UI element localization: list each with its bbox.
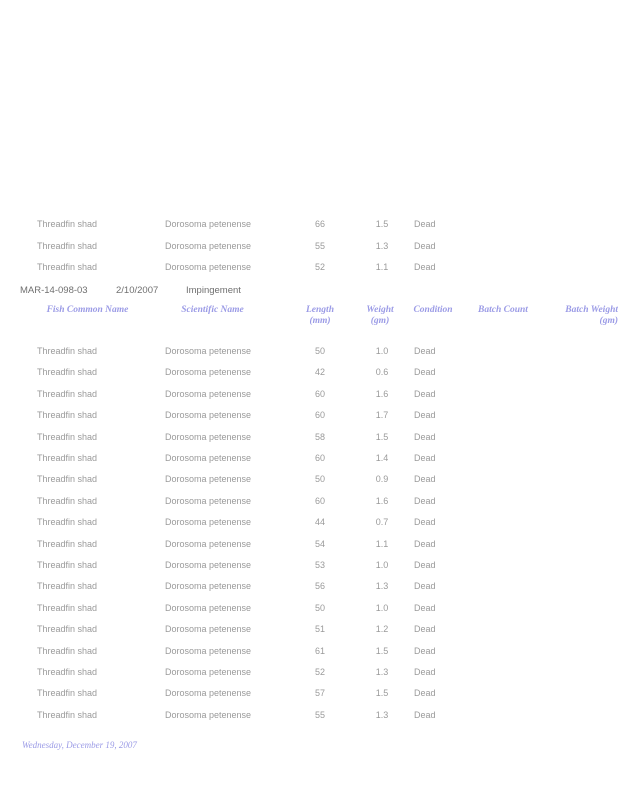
common-name-cell: Threadfin shad bbox=[37, 219, 98, 229]
weight-cell: 1.3 bbox=[375, 581, 389, 592]
condition-cell: Dead bbox=[414, 346, 436, 356]
condition-cell: Dead bbox=[414, 367, 436, 378]
scientific-name-cell: Dorosoma petenense bbox=[165, 474, 252, 485]
table-row bbox=[0, 539, 618, 555]
weight-cell: 1.5 bbox=[375, 688, 389, 699]
header-weight bbox=[362, 305, 398, 327]
weight-cell: 1.1 bbox=[375, 262, 389, 272]
table-row bbox=[0, 453, 618, 469]
scientific-name-cell: Dorosoma petenense bbox=[165, 262, 252, 272]
table-row bbox=[0, 581, 618, 597]
sample-date: 2/10/2007 bbox=[116, 285, 159, 296]
scientific-name-cell: Dorosoma petenense bbox=[165, 388, 252, 399]
condition-cell: Dead bbox=[414, 581, 436, 592]
table-row bbox=[0, 496, 618, 512]
common-name-cell: Threadfin shad bbox=[37, 262, 98, 272]
sample-id: MAR-14-098-03 bbox=[20, 285, 88, 296]
common-name-cell: Threadfin shad bbox=[37, 474, 98, 485]
scientific-name-cell: Dorosoma petenense bbox=[165, 240, 252, 251]
weight-cell: 1.4 bbox=[375, 453, 389, 463]
scientific-name-cell: Dorosoma petenense bbox=[165, 453, 252, 463]
table-row bbox=[0, 517, 618, 533]
scientific-name-cell: Dorosoma petenense bbox=[165, 367, 252, 378]
common-name-cell: Threadfin shad bbox=[37, 538, 98, 549]
length-cell: 57 bbox=[314, 688, 325, 699]
length-cell: 42 bbox=[314, 367, 325, 378]
length-cell: 52 bbox=[314, 667, 325, 677]
scientific-name-cell: Dorosoma petenense bbox=[165, 709, 252, 720]
weight-cell: 1.1 bbox=[375, 538, 389, 549]
common-name-cell: Threadfin shad bbox=[37, 645, 98, 656]
length-cell: 55 bbox=[314, 709, 325, 720]
common-name-cell: Threadfin shad bbox=[37, 240, 98, 251]
common-name-cell: Threadfin shad bbox=[37, 560, 98, 570]
scientific-name-cell: Dorosoma petenense bbox=[165, 560, 252, 570]
scientific-name-cell: Dorosoma petenense bbox=[165, 346, 252, 356]
table-row bbox=[0, 389, 618, 405]
header-batch-count: Batch Count bbox=[478, 305, 528, 315]
header-batch-weight bbox=[550, 305, 618, 327]
common-name-cell: Threadfin shad bbox=[37, 367, 98, 378]
condition-cell: Dead bbox=[414, 240, 436, 251]
length-cell: 44 bbox=[314, 517, 325, 528]
weight-cell: 1.5 bbox=[375, 431, 389, 442]
weight-cell: 1.7 bbox=[375, 410, 389, 421]
length-cell: 60 bbox=[314, 388, 325, 399]
table-row bbox=[0, 474, 618, 490]
scientific-name-cell: Dorosoma petenense bbox=[165, 688, 252, 699]
common-name-cell: Threadfin shad bbox=[37, 495, 98, 506]
scientific-name-cell: Dorosoma petenense bbox=[165, 538, 252, 549]
common-name-cell: Threadfin shad bbox=[37, 581, 98, 592]
scientific-name-cell: Dorosoma petenense bbox=[165, 581, 252, 592]
condition-cell: Dead bbox=[414, 560, 436, 570]
weight-cell: 1.6 bbox=[375, 495, 389, 506]
header-common-name: Fish Common Name bbox=[46, 305, 129, 315]
length-cell: 52 bbox=[314, 262, 325, 272]
header-condition: Condition bbox=[413, 305, 453, 315]
length-cell: 55 bbox=[314, 240, 325, 251]
header-scientific-name: Scientific Name bbox=[181, 305, 244, 315]
scientific-name-cell: Dorosoma petenense bbox=[165, 624, 252, 635]
weight-cell: 1.5 bbox=[375, 219, 389, 229]
header-length-line1: Length bbox=[306, 305, 334, 315]
table-row bbox=[0, 346, 618, 362]
length-cell: 60 bbox=[314, 410, 325, 421]
condition-cell: Dead bbox=[414, 262, 436, 272]
header-length-line2: (mm) bbox=[309, 316, 331, 326]
header-batch-weight-line1: Batch Weight bbox=[565, 305, 618, 315]
table-row bbox=[0, 646, 618, 662]
scientific-name-cell: Dorosoma petenense bbox=[165, 667, 252, 677]
table-row bbox=[0, 367, 618, 383]
condition-cell: Dead bbox=[414, 219, 436, 229]
condition-cell: Dead bbox=[414, 517, 436, 528]
condition-cell: Dead bbox=[414, 388, 436, 399]
scientific-name-cell: Dorosoma petenense bbox=[165, 410, 252, 421]
length-cell: 58 bbox=[314, 431, 325, 442]
common-name-cell: Threadfin shad bbox=[37, 624, 98, 635]
condition-cell: Dead bbox=[414, 688, 436, 699]
header-batch-weight-line2: (gm) bbox=[599, 316, 618, 326]
length-cell: 50 bbox=[314, 346, 325, 356]
common-name-cell: Threadfin shad bbox=[37, 453, 98, 463]
weight-cell: 0.9 bbox=[375, 474, 389, 485]
table-row bbox=[0, 624, 618, 640]
table-row bbox=[0, 262, 618, 278]
header-weight-line1: Weight bbox=[366, 305, 394, 315]
condition-cell: Dead bbox=[414, 495, 436, 506]
common-name-cell: Threadfin shad bbox=[37, 517, 98, 528]
condition-cell: Dead bbox=[414, 431, 436, 442]
condition-cell: Dead bbox=[414, 538, 436, 549]
common-name-cell: Threadfin shad bbox=[37, 346, 98, 356]
table-row bbox=[0, 410, 618, 426]
length-cell: 56 bbox=[314, 581, 325, 592]
scientific-name-cell: Dorosoma petenense bbox=[165, 645, 252, 656]
condition-cell: Dead bbox=[414, 410, 436, 421]
header-length bbox=[303, 305, 337, 327]
scientific-name-cell: Dorosoma petenense bbox=[165, 219, 252, 229]
weight-cell: 1.6 bbox=[375, 388, 389, 399]
scientific-name-cell: Dorosoma petenense bbox=[165, 602, 252, 613]
length-cell: 60 bbox=[314, 453, 325, 463]
length-cell: 60 bbox=[314, 495, 325, 506]
weight-cell: 0.6 bbox=[375, 367, 389, 378]
common-name-cell: Threadfin shad bbox=[37, 388, 98, 399]
weight-cell: 1.5 bbox=[375, 645, 389, 656]
table-row bbox=[0, 688, 618, 704]
length-cell: 50 bbox=[314, 474, 325, 485]
table-row bbox=[0, 219, 618, 235]
table-row bbox=[0, 603, 618, 619]
weight-cell: 1.3 bbox=[375, 709, 389, 720]
common-name-cell: Threadfin shad bbox=[37, 602, 98, 613]
length-cell: 51 bbox=[314, 624, 325, 635]
scientific-name-cell: Dorosoma petenense bbox=[165, 495, 252, 506]
scientific-name-cell: Dorosoma petenense bbox=[165, 431, 252, 442]
condition-cell: Dead bbox=[414, 453, 436, 463]
table-row bbox=[0, 241, 618, 257]
weight-cell: 1.0 bbox=[375, 346, 389, 356]
table-row bbox=[0, 667, 618, 683]
common-name-cell: Threadfin shad bbox=[37, 709, 98, 720]
sample-method: Impingement bbox=[186, 285, 241, 296]
common-name-cell: Threadfin shad bbox=[37, 410, 98, 421]
common-name-cell: Threadfin shad bbox=[37, 667, 98, 677]
length-cell: 53 bbox=[314, 560, 325, 570]
weight-cell: 1.0 bbox=[375, 560, 389, 570]
weight-cell: 1.0 bbox=[375, 602, 389, 613]
table-row bbox=[0, 710, 618, 726]
weight-cell: 1.3 bbox=[375, 667, 389, 677]
condition-cell: Dead bbox=[414, 709, 436, 720]
weight-cell: 0.7 bbox=[375, 517, 389, 528]
common-name-cell: Threadfin shad bbox=[37, 688, 98, 699]
scientific-name-cell: Dorosoma petenense bbox=[165, 517, 252, 528]
weight-cell: 1.2 bbox=[375, 624, 389, 635]
length-cell: 61 bbox=[314, 645, 325, 656]
condition-cell: Dead bbox=[414, 624, 436, 635]
common-name-cell: Threadfin shad bbox=[37, 431, 98, 442]
condition-cell: Dead bbox=[414, 602, 436, 613]
condition-cell: Dead bbox=[414, 667, 436, 677]
condition-cell: Dead bbox=[414, 474, 436, 485]
weight-cell: 1.3 bbox=[375, 240, 389, 251]
length-cell: 50 bbox=[314, 602, 325, 613]
length-cell: 66 bbox=[314, 219, 325, 229]
table-row bbox=[0, 560, 618, 576]
footer-date: Wednesday, December 19, 2007 bbox=[22, 740, 137, 750]
table-row bbox=[0, 432, 618, 448]
condition-cell: Dead bbox=[414, 645, 436, 656]
length-cell: 54 bbox=[314, 538, 325, 549]
header-weight-line2: (gm) bbox=[370, 316, 390, 326]
